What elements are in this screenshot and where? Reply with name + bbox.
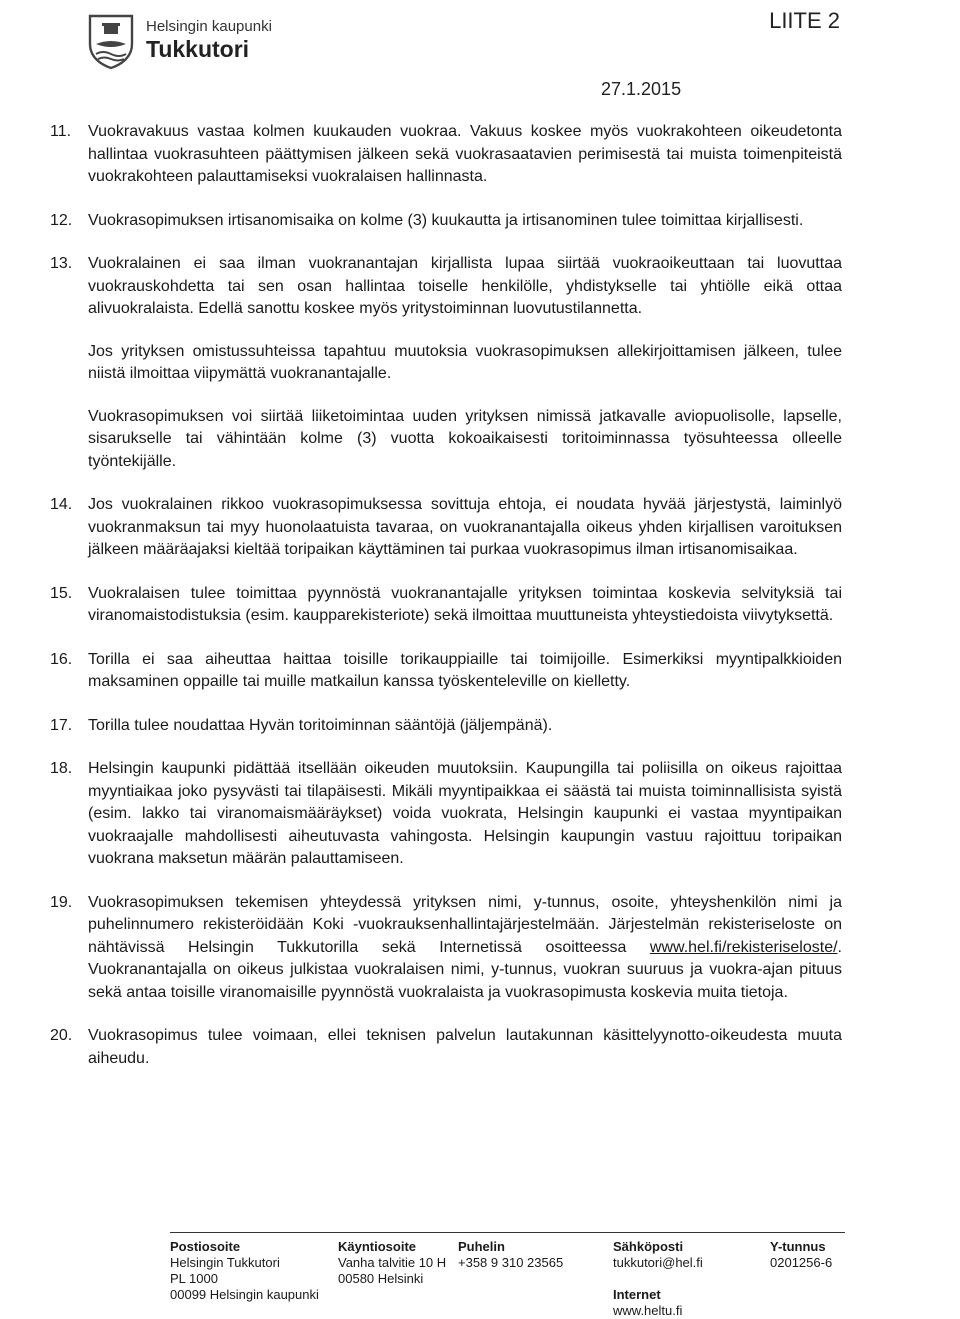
item-number: 19. xyxy=(50,893,73,911)
item-paragraph: Vuokrasopimuksen voi siirtää liiketoimintaa uuden yrityksen nimissä jatkavalle aviopuolisolle, lapselle, sisarukselle tai vähintään kolme (3) vuotta kokoaikaisesti toritoiminnassa työsuhteessa olleelle työntekijälle. xyxy=(88,407,842,470)
footer-internet-label: Internet xyxy=(613,1287,661,1302)
list-item xyxy=(50,210,842,233)
footer-divider xyxy=(170,1232,845,1233)
footer-line: 0201256-6 xyxy=(770,1255,833,1270)
list-item xyxy=(50,121,842,189)
footer-label: Sähköposti xyxy=(613,1239,684,1254)
document-body xyxy=(50,121,842,1091)
item-paragraph xyxy=(88,892,842,1005)
item-number: 14. xyxy=(50,496,73,513)
list-item xyxy=(50,583,842,628)
helsinki-logo xyxy=(88,14,288,70)
item-number: 20. xyxy=(50,1027,73,1044)
footer-label: Postiosoite xyxy=(170,1239,241,1254)
footer-label: Y-tunnus xyxy=(770,1239,826,1254)
item-paragraph: Jos yrityksen omistussuhteissa tapahtuu muutoksia vuokrasopimuksen allekirjoittamisen jälkeen, tulee niistä ilmoittaa viipymättä vuokranantajalle. xyxy=(88,342,842,382)
footer-business-id xyxy=(770,1239,832,1271)
list-item xyxy=(50,649,842,694)
footer-visiting-address xyxy=(338,1239,446,1287)
org-name: Helsingin kaupunki xyxy=(146,18,272,35)
item-paragraph: Vuokrasopimuksen irtisanomisaika on kolme (3) kuukautta ja irtisanominen tulee toimittaa kirjallisesti. xyxy=(88,211,804,229)
list-item xyxy=(50,1025,842,1070)
footer-line: Vanha talvitie 10 H xyxy=(338,1255,447,1270)
item-number: 18. xyxy=(50,760,73,777)
item-paragraph: Torilla ei saa aiheuttaa haittaa toisille torikauppiaille tai toimijoille. Esimerkiksi myyntipalkkioiden maksaminen oppaille tai muille matkailun kanssa työskenteleville on kielletty. xyxy=(88,650,842,690)
item-number: 11. xyxy=(50,123,72,140)
footer-line: PL 1000 xyxy=(170,1271,218,1286)
list-item xyxy=(50,253,842,473)
footer-line: Helsingin Tukkutori xyxy=(170,1255,280,1270)
item-paragraph: Jos vuokralainen rikkoo vuokrasopimuksessa sovittuja ehtoja, ei noudata hyvää järjestystä, laiminlyö vuokranmaksun tai myy huonolaatuista tavaraa, on vuokranantajalla oikeus yhden kirjallisen varoituksen jälkeen määräajaksi kieltää toripaikan käyttäminen tai purkaa vuokrasopimus ilman irtisanomisaikaa. xyxy=(88,496,842,558)
list-item xyxy=(50,758,842,871)
footer-email xyxy=(613,1239,703,1319)
footer-line: +358 9 310 23565 xyxy=(458,1255,564,1270)
footer-phone xyxy=(458,1239,563,1271)
item-number: 16. xyxy=(50,650,73,668)
item-paragraph: Vuokralainen ei saa ilman vuokranantajan kirjallista lupaa siirtää vuokraoikeuttaan tai luovuttaa vuokrauskohdetta tai sen osan hallintaa toiselle henkilölle, yhdistykselle tai yhtiölle eikä ottaa alivuokralaista. Edellä sanottu koskee myös yritystoiminnan luovutustilannetta. xyxy=(88,255,842,317)
list-item xyxy=(50,494,842,562)
document-date: 27.1.2015 xyxy=(601,79,682,99)
list-item xyxy=(50,892,842,1005)
paragraph-text: Vuokrasopimuksen tekemisen yhteydessä yrityksen nimi, y-tunnus, osoite, yhteyshenkilön nimi ja puhelinnumero rekisteröidään Koki -vuokrauksenhallintajärjestelmään. Järjestelmän rekisteriseloste on nähtävissä Helsingin Tukkutorilla sekä Internetissä osoitteessa xyxy=(88,893,842,956)
footer-email-value: tukkutori@hel.fi xyxy=(613,1255,703,1270)
item-paragraph: Vuokrasopimus tulee voimaan, ellei teknisen palvelun lautakunnan käsittelyynotto-oikeudesta muuta aiheudu. xyxy=(88,1027,842,1067)
item-paragraph: Helsingin kaupunki pidättää itsellään oikeuden muutoksiin. Kaupungilla tai poliisilla on oikeus rajoittaa myyntiaikaa joko pysyvästi tai tilapäisesti. Mikäli myyntipaikkaa ei säästä tai muista toiminnallisista syistä (esim. lakko tai viranomaismääräykset) voida vuokrata, Helsingin kaupunki ei vastaa myyntipaikan vuokraajalle mahdollisesti aiheutuvasta vahingosta. Helsingin kaupungin vastuu rajoittuu toripaikan vuokrana maksetun määrän palauttamiseen. xyxy=(88,760,842,867)
item-paragraph: Vuokravakuus vastaa kolmen kuukauden vuokraa. Vakuus koskee myös vuokrakohteen oikeudetonta hallintaa vuokrasuhteen päättymisen jälkeen sekä vuokrasaatavien perimisestä tai muista toimenpiteistä vuokrakohteen palauttamiseksi vuokralaisen hallinnasta. xyxy=(88,123,842,185)
item-number: 15. xyxy=(50,584,73,602)
footer-label: Puhelin xyxy=(458,1239,505,1254)
footer-internet-value: www.heltu.fi xyxy=(613,1303,683,1318)
item-paragraph: Vuokralaisen tulee toimittaa pyynnöstä vuokranantajalle yrityksen toimintaa koskevia selvityksiä tai viranomaistodistuksia (esim. kaupparekisteriote) sekä ilmoittaa muuttuneista yhteystiedoista viivytyksettä. xyxy=(88,584,842,624)
attachment-label: LIITE 2 xyxy=(769,8,840,33)
item-number: 12. xyxy=(50,211,73,229)
footer-label: Käyntiosoite xyxy=(338,1239,417,1254)
paragraph-text: . Vuokranantajalla on oikeus julkistaa vuokralaisen nimi, y-tunnus, vuokran suuruus ja vuokra-ajan pituus sekä antaa toisille viranomaisille pyynnöstä vuokralaista ja vuokrasopimusta koskevia muita tietoja. xyxy=(88,938,842,1001)
item-number: 17. xyxy=(50,716,73,734)
item-paragraph: Torilla tulee noudattaa Hyvän toritoiminnan sääntöjä (jäljempänä). xyxy=(88,716,553,734)
unit-name: Tukkutori xyxy=(146,36,250,62)
register-link[interactable]: www.hel.fi/rekisteriseloste/ xyxy=(649,938,838,956)
helsinki-crest-icon xyxy=(88,14,134,70)
list-item xyxy=(50,715,842,738)
footer-postal-address xyxy=(170,1239,319,1303)
footer-line: 00099 Helsingin kaupunki xyxy=(170,1287,319,1302)
footer-line: 00580 Helsinki xyxy=(338,1271,424,1286)
item-number: 13. xyxy=(50,255,73,272)
